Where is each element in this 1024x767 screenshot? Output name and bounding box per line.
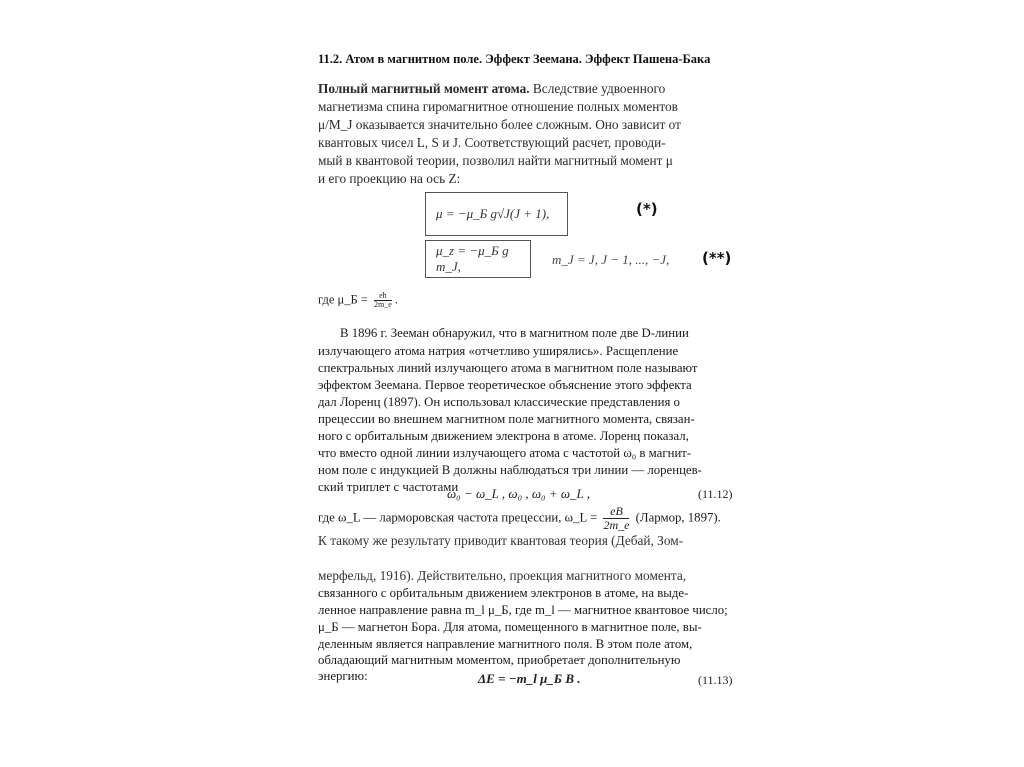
quantum-line-4: ленное направление равна m_l μ_Б, где m_l — магнитное квантовое число; bbox=[318, 603, 728, 617]
equation-11-13: ΔE = −m_l μ_Б B . bbox=[478, 671, 581, 686]
formula-moment-projection bbox=[425, 240, 531, 278]
formula-magnetic-moment bbox=[425, 192, 568, 236]
larmor-fraction bbox=[603, 505, 629, 532]
intro-line-1 bbox=[318, 81, 665, 97]
bohr-prefix: где μ_Б = bbox=[318, 292, 371, 307]
section-heading: 11.2. Атом в магнитном поле. Эффект Зеемана. Эффект Пашена-Бака bbox=[318, 52, 711, 66]
zeeman-line-4: эффектом Зеемана. Первое теоретическое объяснение этого эффекта bbox=[318, 378, 692, 392]
bohr-fraction-den: 2m_e bbox=[373, 300, 392, 309]
intro-line-5: мый в квантовой теории, позволил найти магнитный момент μ bbox=[318, 153, 673, 168]
formula-moment-projection-text: μ_z = −μ_Б g m_J, bbox=[436, 243, 509, 274]
equation-11-12: ω₀ − ω_L , ω₀ , ω₀ + ω_L , bbox=[447, 486, 590, 501]
zeeman-line-3: спектральных линий излучающего атома в магнитном поле называют bbox=[318, 361, 698, 375]
zeeman-line-8: что вместо одной линии излучающего атома с частотой ω₀ в магнит- bbox=[318, 446, 692, 460]
quantum-line-3: связанного с орбитальным движением электронов в атоме, на выде- bbox=[318, 586, 689, 600]
intro-line-4: квантовых чисел L, S и J. Соответствующий расчет, проводи- bbox=[318, 135, 666, 150]
larmor-fraction-den: 2m_e bbox=[603, 518, 630, 532]
intro-line-1-rest: Вследствие удвоенного bbox=[529, 81, 666, 96]
formula-mark-2: (**) bbox=[702, 249, 732, 267]
zeeman-line-5: дал Лоренц (1897). Он использовал классические представления о bbox=[318, 395, 680, 409]
quantum-line-2: мерфельд, 1916). Действительно, проекция магнитного момента, bbox=[318, 568, 687, 583]
bohr-fraction bbox=[374, 292, 392, 309]
bohr-suffix: . bbox=[394, 292, 398, 307]
quantum-line-7: обладающий магнитным моментом, приобретает дополнительную bbox=[318, 653, 681, 667]
formula-magnetic-moment-text: μ = −μ_Б g√J(J + 1), bbox=[436, 206, 550, 221]
formula-mark-1: (*) bbox=[636, 200, 658, 218]
bohr-fraction-num: eħ bbox=[374, 292, 392, 301]
equation-11-12-number: (11.12) bbox=[698, 487, 733, 501]
quantum-line-8: энергию: bbox=[318, 669, 368, 683]
intro-line-6: и его проекцию на ось Z: bbox=[318, 171, 461, 186]
larmor-fraction-num: eB bbox=[603, 505, 629, 519]
zeeman-line-1: В 1896 г. Зееман обнаружил, что в магнитном поле две D-линии bbox=[340, 326, 689, 340]
zeeman-line-10: ский триплет с частотами bbox=[318, 480, 459, 494]
intro-line-3: μ/M_J оказывается значительно более сложным. Оно зависит от bbox=[318, 117, 681, 132]
zeeman-line-7: ного с орбитальным движением электрона в атоме. Лоренц показал, bbox=[318, 429, 689, 443]
intro-lead: Полный магнитный момент атома. bbox=[318, 81, 530, 96]
zeeman-line-2: излучающего атома натрия «отчетливо уширялись». Расщепление bbox=[318, 344, 679, 358]
zeeman-line-6: прецессии во внешнем магнитном поле магнитного момента, связан- bbox=[318, 412, 695, 426]
larmor-prefix: где ω_L — ларморовская частота прецессии, ω_L = bbox=[318, 510, 601, 525]
quantum-line-1: К такому же результату приводит квантовая теория (Дебай, Зом- bbox=[318, 533, 684, 548]
zeeman-line-9: ном поле с индукцией B должны наблюдаться три линии — лоренцев- bbox=[318, 463, 702, 477]
formula-mj-range: m_J = J, J − 1, ..., −J, bbox=[552, 252, 670, 267]
equation-11-13-number: (11.13) bbox=[698, 673, 733, 687]
bohr-magneton-definition bbox=[318, 292, 398, 309]
quantum-line-5: μ_Б — магнетон Бора. Для атома, помещенного в магнитное поле, вы- bbox=[318, 620, 702, 634]
quantum-line-6: деленным является направление магнитного поля. В этом поле атом, bbox=[318, 637, 693, 651]
larmor-frequency bbox=[318, 505, 721, 532]
intro-line-2: магнетизма спина гиромагнитное отношение полных моментов bbox=[318, 99, 678, 114]
larmor-suffix: (Лармор, 1897). bbox=[632, 510, 721, 525]
